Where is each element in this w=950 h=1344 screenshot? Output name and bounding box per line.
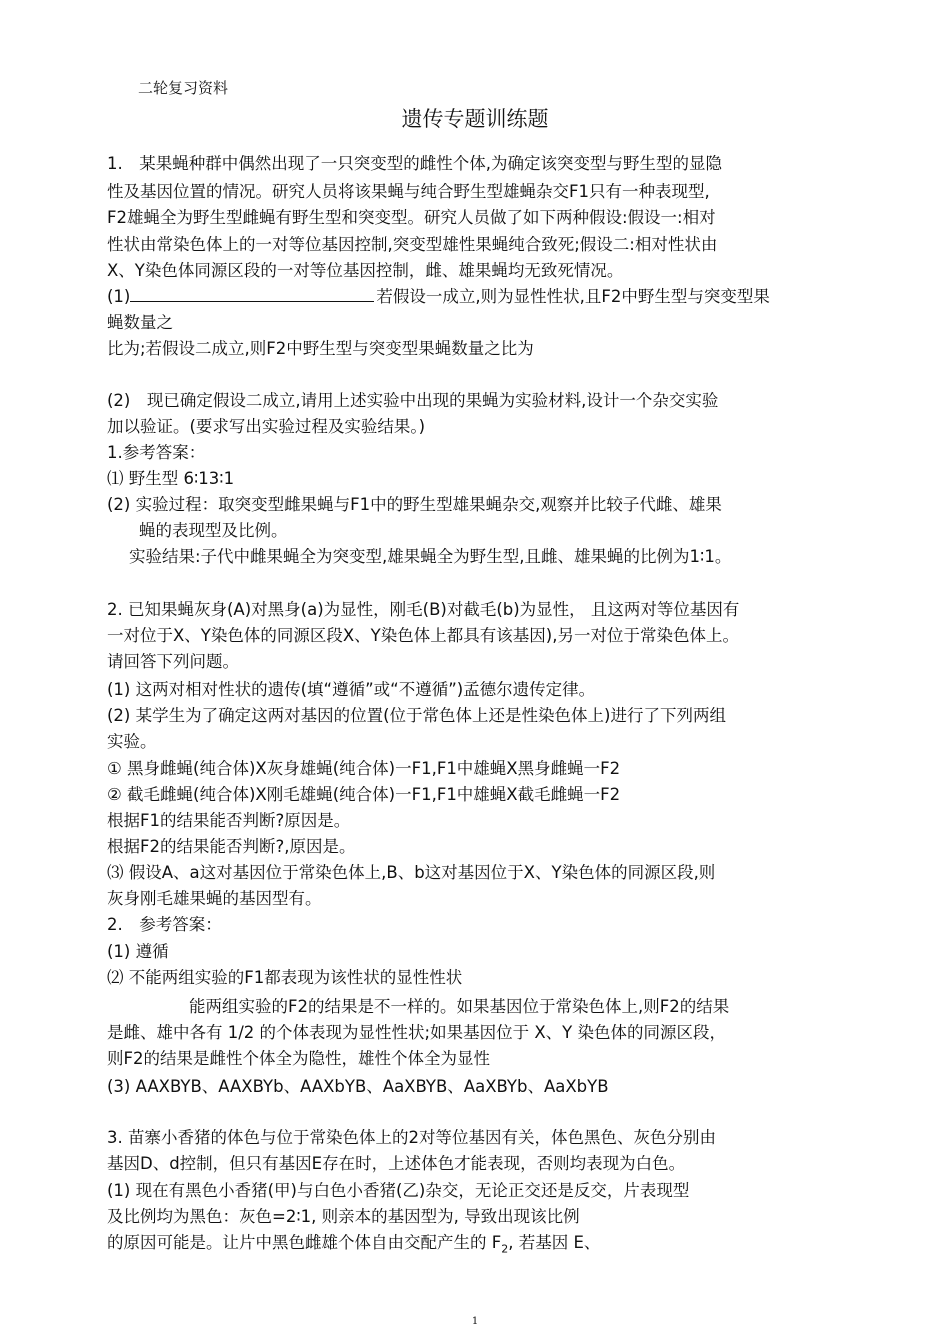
q1-line-9: (2) 现已确定假设二成立,请用上述实验中出现的果蝇为实验材料,设计一个杂交实验 [107, 391, 719, 410]
q2-answer-5: 则F2的结果是雌性个体全为隐性，雄性个体全为显性 [107, 1049, 490, 1068]
q2-answer-4: 是雌、雄中各有 1/2 的个体表现为显性性状;如果基因位于 X、Y 染色体的同源区段， [107, 1023, 726, 1042]
subscript: 2 [501, 1242, 509, 1256]
q2-line-4: (1) 这两对相对性状的遗传(填“遵循”或“不遵循”)孟德尔遗传定律。 [107, 680, 596, 699]
q2-answer-2: ⑵ 不能两组实验的F1都表现为该性状的显性性状 [107, 968, 463, 987]
page-number: 1 [471, 1316, 479, 1327]
q1-answer-3: 蝇的表现型及比例。 [139, 521, 288, 540]
q1-line-1: 1. 某果蝇种群中偶然出现了一只突变型的雌性个体,为确定该突变型与野生型的显隐 [107, 154, 722, 173]
q3-line-5-end: , 若基因 E、 [508, 1233, 601, 1252]
q2-line-5: (2) 某学生为了确定这两对基因的位置(位于常色体上还是性染色体上)进行了下列两组 [107, 706, 726, 725]
q1-line-2: 性及基因位置的情况。研究人员将该果蝇与纯合野生型雄蝇杂交F1只有一种表现型, [107, 182, 710, 201]
q2-answer-3: 能两组实验的F2的结果是不一样的。如果基因位于常染色体上,则F2的结果 [189, 997, 730, 1016]
q1-part1-text: 若假设一成立,则为显性性状,且F2中野生型与突变型果 [376, 287, 770, 306]
header-text: 二轮复习资料 [138, 79, 229, 97]
q1-line-5: X、Y染色体同源区段的一对等位基因控制，雌、雄果蝇均无致死情况。 [107, 261, 624, 280]
q3-line-3: (1) 现在有黑色小香猪(甲)与白色小香猪(乙)杂交，无论正交还是反交，片表现型 [107, 1181, 690, 1200]
q1-line-8: 比为;若假设二成立,则F2中野生型与突变型果蝇数量之比为 [107, 339, 534, 358]
answer-blank [130, 286, 374, 302]
page-title: 遗传专题训练题 [401, 107, 549, 131]
q1-line-6 [107, 285, 770, 309]
q2-answer-1: (1) 遵循 [107, 942, 169, 961]
q1-answer-4: 实验结果:子代中雌果蝇全为突变型,雄果蝇全为野生型,且雌、雄果蝇的比例为1∶1。 [129, 547, 732, 566]
q3-line-4: 及比例均为黑色：灰色=2∶1, 则亲本的基因型为, 导致出现该比例 [107, 1207, 580, 1226]
q2-line-6: 实验。 [107, 732, 157, 751]
q1-part1-label: (1) [107, 287, 131, 306]
q2-line-8: ② 截毛雌蝇(纯合体)X刚毛雄蝇(纯合体)一F1,F1中雄蝇X截毛雌蝇一F2 [107, 785, 621, 804]
q2-line-9: 根据F1的结果能否判断?原因是。 [107, 811, 351, 830]
q2-line-2: 一对位于X、Y染色体的同源区段X、Y染色体上都具有该基因),另一对位于常染色体上。 [107, 626, 739, 645]
q1-line-7: 蝇数量之 [107, 313, 173, 332]
q2-answer-title: 2. 参考答案： [107, 915, 222, 934]
q2-line-10: 根据F2的结果能否判断?,原因是。 [107, 837, 356, 856]
q3-line-5-text: 的原因可能是。让片中黑色雌雄个体自由交配产生的 F [107, 1233, 502, 1252]
q3-line-5 [107, 1231, 600, 1261]
q2-answer-6: (3) AAXBYB、AAXBYb、AAXbYB、AaXBYB、AaXBYb、AaXbYB [107, 1077, 609, 1096]
q2-line-11: ⑶ 假设A、a这对基因位于常染色体上,B、b这对基因位于X、Y染色体的同源区段,则 [107, 863, 716, 882]
q2-line-3: 请回答下列问题。 [107, 652, 239, 671]
q1-line-4: 性状由常染色体上的一对等位基因控制,突变型雄性果蝇纯合致死;假设二:相对性状由 [107, 235, 718, 254]
q3-line-1: 3. 苗寨小香猪的体色与位于常染色体上的2对等位基因有关，体色黑色、灰色分别由 [107, 1128, 716, 1147]
q1-line-3: F2雄蝇全为野生型雌蝇有野生型和突变型。研究人员做了如下两种假设:假设一:相对 [107, 208, 716, 227]
q2-line-7: ① 黑身雌蝇(纯合体)X灰身雄蝇(纯合体)一F1,F1中雄蝇X黑身雌蝇一F2 [107, 759, 621, 778]
q1-answer-title: 1.参考答案： [107, 443, 206, 462]
q3-line-2: 基因D、d控制，但只有基因E存在时，上述体色才能表现，否则均表现为白色。 [107, 1154, 686, 1173]
q1-answer-1: ⑴ 野生型 6∶13∶1 [107, 469, 235, 488]
q1-line-10: 加以验证。(要求写出实验过程及实验结果。) [107, 417, 426, 436]
q2-line-12: 灰身刚毛雄果蝇的基因型有。 [107, 889, 322, 908]
q2-line-1: 2. 已知果蝇灰身(A)对黑身(a)为显性，刚毛(B)对截毛(b)为显性， 且这两对等位基因有 [107, 600, 740, 619]
q1-answer-2: (2) 实验过程：取突变型雌果蝇与F1中的野生型雄果蝇杂交,观察并比较子代雌、雄果 [107, 495, 722, 514]
